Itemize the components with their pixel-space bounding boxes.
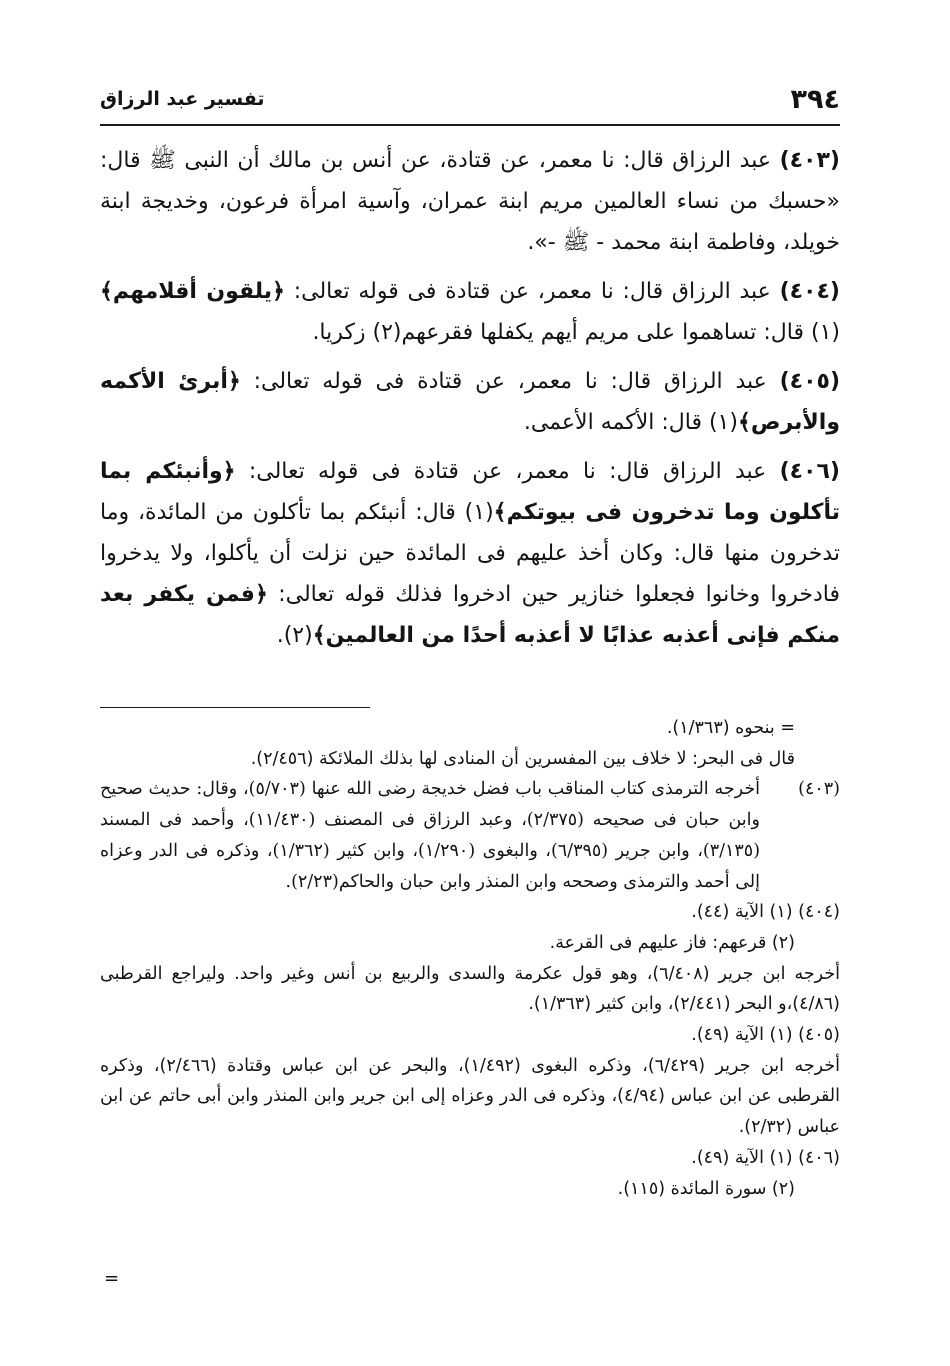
footnote-line: (٢) قرعهم: فاز عليهم فى القرعة. xyxy=(549,932,795,953)
paragraph-text: (٢). xyxy=(276,623,313,648)
paragraph-406 xyxy=(100,451,840,656)
paragraph-text: عبد الرزاق قال: نا معمر، عن قتادة فى قوله تعالى: xyxy=(248,459,767,484)
paragraph-404 xyxy=(100,271,840,353)
paragraph-text: عبد الرزاق قال: نا معمر، عن قتادة فى قوله تعالى: xyxy=(253,369,767,394)
footnote-line: (٤٠٦) (١) الآية (٤٩). xyxy=(691,1147,840,1168)
quran-verse: ﴿يلقون أقلامهم﴾ xyxy=(100,279,285,304)
footnote-line: = بنحوه (١/٣٦٣). xyxy=(666,718,795,738)
page-header xyxy=(100,82,840,122)
footnote-line: (٤٠٤) (١) الآية (٤٤). xyxy=(691,902,840,923)
footnote-line: قال فى البحر: لا خلاف بين المفسرين أن المنادى لها بذلك الملائكة (٢/٤٥٦). xyxy=(250,748,795,769)
continued-mark: = xyxy=(104,1268,120,1289)
footnote-text: أخرجه الترمذى كتاب المناقب باب فضل خديجة رضى الله عنها (٥/٧٠٣)، وقال: حديث صحيح وابن حبان فى صحيحه (٢/٣٧٥)، وعبد الرزاق فى المصنف (١١/٤٣٠)، وأحمد فى المسند (٣/١٣٥)، وابن جرير (٦/٣٩٥)، والبغوى (١/٢٩٠)، وابن كثير (١/٣٦٢)، وذكره فى الدر وعزاه إلى أحمد والترمذى وصححه وابن المنذر وابن حبان والحاكم(٢/٢٣). xyxy=(100,779,761,892)
main-text xyxy=(100,140,840,664)
footnote-rule xyxy=(100,707,370,708)
quran-verse: ﴿أبرئ الأكمه والأبرص﴾ xyxy=(100,369,840,435)
paragraph-405 xyxy=(100,361,840,443)
paragraph-text: (١) قال: تساهموا على مريم أيهم يكفلها فقرعهم(٢) زكريا. xyxy=(312,320,840,345)
header-rule xyxy=(100,124,840,126)
footnote-line: (٢) سورة المائدة (١١٥). xyxy=(617,1178,795,1199)
footnote-number: (٤٠٣) xyxy=(798,779,840,800)
paragraph-number: (٤٠٥) xyxy=(779,369,840,394)
footnote-403 xyxy=(100,774,840,897)
paragraph-text: عبد الرزاق قال: نا معمر، عن قتادة فى قوله تعالى: xyxy=(293,279,771,304)
paragraph-text: (١) قال: أنبئكم بما تأكلون من المائدة، وما تدخرون منها قال: وكان أخذ عليهم فى المائدة حين نزلت أن يأكلوا، ولا يدخروا فادخروا وخانوا فجعلوا خنازير حين ادخروا فذلك قوله تعالى: xyxy=(100,500,840,607)
page-number: ٣٩٤ xyxy=(790,84,840,115)
paragraph-number: (٤٠٣) xyxy=(779,148,840,173)
paragraph-number: (٤٠٦) xyxy=(779,459,840,484)
footnote-line: أخرجه ابن جرير (٦/٤٢٩)، وذكره البغوى (١/٤٩٢)، والبحر عن ابن عباس وقتادة (٢/٤٦٦)، وذكره القرطبى عن ابن عباس (٤/٩٤)، وذكره فى الدر وعزاه إلى ابن جرير وابن المنذر وابن أبى حاتم عن ابن عباس (٢/٣٢). xyxy=(100,1055,841,1138)
footnote-line: (٤٠٥) (١) الآية (٤٩). xyxy=(691,1025,840,1046)
footnotes xyxy=(100,713,840,1204)
quran-verse: ﴿فمن يكفر بعد منكم فإنى أعذبه عذابًا لا أعذبه أحدًا من العالمين﴾ xyxy=(100,582,840,648)
footnote-line: أخرجه ابن جرير (٦/٤٠٨)، وهو قول عكرمة والسدى والربيع بن أنس وغير واحد. وليراجع القرطبى (٤/٨٦)،و البحر (٢/٤٤١)، وابن كثير (١/٣٦٣). xyxy=(100,963,841,1015)
paragraph-number: (٤٠٤) xyxy=(779,279,840,304)
running-title: تفسير عبد الرزاق xyxy=(100,88,265,110)
quran-verse: ﴿وأنبئكم بما تأكلون وما تدخرون فى بيوتكم﴾ xyxy=(100,459,840,525)
paragraph-403 xyxy=(100,140,840,263)
paragraph-text: عبد الرزاق قال: نا معمر، عن قتادة، عن أنس بن مالك أن النبى ﷺ قال: «حسبك من نساء العالمين مريم ابنة عمران، وآسية امرأة فرعون، وخديجة ابنة خويلد، وفاطمة ابنة محمد - ﷺ -». xyxy=(100,148,840,255)
paragraph-text: (١) قال: الأكمه الأعمى. xyxy=(523,410,738,435)
